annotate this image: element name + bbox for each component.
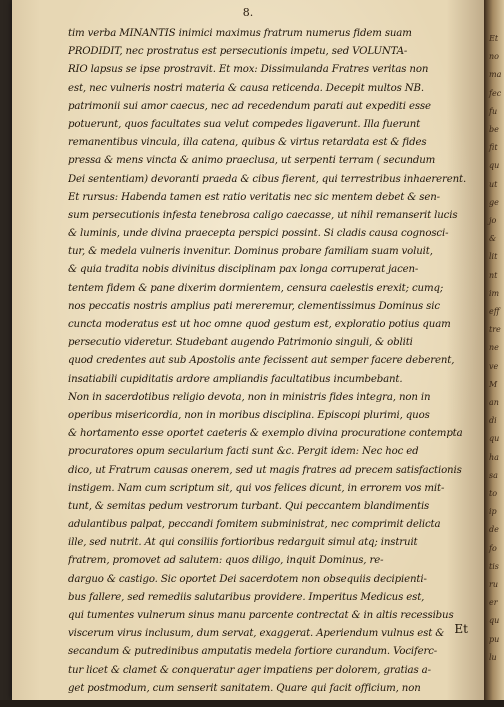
facing-page-fragment: fu: [489, 106, 498, 116]
text-line: tim verba MINANTIS inimici maximus fratrum numerus fidem suam: [68, 28, 412, 39]
facing-page-fragment: fec: [489, 88, 502, 98]
facing-page-fragment: de: [489, 525, 499, 535]
text-line: insatiabili cupiditatis ardore ampliandis facultatibus incumbebant.: [68, 373, 403, 385]
book-page: [12, 0, 484, 700]
page-text: [68, 25, 480, 707]
text-line: Non in sacerdotibus religio devota, non in ministris fides integra, non in: [68, 391, 431, 403]
facing-page-fragment: lu: [489, 652, 497, 662]
text-line: potuerunt, quos facultates sua velut compedes ligaverunt. Illa fuerunt: [68, 118, 421, 130]
facing-page-fragment: ut: [489, 179, 498, 189]
text-line: RIO lapsus se ipse prostravit. Et mox: Dissimulanda Fratres veritas non: [68, 64, 429, 76]
text-line: nos peccatis nostris amplius pati mereremur, clementissimus Dominus sic: [68, 300, 440, 312]
catchword: Et: [454, 622, 468, 636]
facing-page-fragment: tis: [489, 561, 499, 571]
facing-page-fragment: im: [489, 288, 500, 298]
facing-page-fragment: er: [489, 598, 498, 608]
text-line: & hortamento esse oportet caeteris & exemplo divina procuratione contempta: [68, 428, 463, 440]
text-line: fratrem, promovet ad salutem: quos diligo, inquit Dominus, re-: [68, 555, 384, 567]
text-line: procuratores opum secularium facti sunt &c. Pergit idem: Nec hoc ed: [68, 446, 419, 458]
text-line: & luminis, unde divina praecepta perspici possint. Si cladis causa cognosci-: [68, 228, 449, 240]
text-line: patrimonii sui amor caecus, nec ad recedendum parati aut expediti esse: [68, 100, 431, 112]
text-line: tentem fidem & pane dixerim dormientem, censura caelestis erexit; cumq;: [68, 282, 444, 294]
facing-page-fragment: M: [489, 379, 498, 389]
facing-page-fragment: ha: [489, 452, 499, 462]
facing-page-fragment: ge: [489, 197, 499, 207]
facing-page-fragment: qu: [489, 434, 500, 444]
text-line: Dei sententiam) devoranti praeda & cibus fierent, qui terrestribus inhaererent.: [68, 173, 467, 185]
facing-page-fragment: fit: [489, 143, 498, 153]
facing-page-fragment: nt: [489, 270, 498, 280]
text-line: bus fallere, sed remediis salutaribus providere. Imperitus Medicus est,: [68, 591, 425, 603]
text-line: sum persecutionis infesta tenebrosa caligo caecasse, ut nihil remanserit lucis: [68, 209, 458, 221]
text-line: PRODIDIT, nec prostratus est persecutionis impetu, sed VOLUNTA-: [68, 46, 408, 58]
facing-page-fragment: an: [489, 398, 499, 407]
facing-page-fragment: jo: [489, 216, 497, 225]
text-line: operibus misericordia, non in moribus disciplina. Episcopi plurimi, quos: [68, 409, 430, 421]
text-line: adulantibus palpat, peccandi fomitem subministrat, nec comprimit delicta: [68, 519, 441, 531]
facing-page-fragment: Et: [489, 34, 499, 43]
text-line: tur licet & clamet & conqueratur ager impatiens per dolorem, gratias a-: [68, 664, 431, 676]
facing-page-fragment: qu: [489, 161, 500, 171]
text-line: dico, ut Fratrum causas onerem, sed ut magis fratres ad precem satisfactionis: [68, 464, 462, 476]
facing-page-fragment: ve: [489, 361, 499, 371]
facing-page-fragment: &: [489, 234, 497, 244]
text-line: instigem. Nam cum scriptum sit, qui vos felices dicunt, in errorem vos mit-: [68, 482, 445, 494]
facing-page-fragment: ip: [489, 507, 497, 517]
text-line: tunt, & semitas pedum vestrorum turbant. Qui peccantem blandimentis: [68, 500, 430, 512]
page-number: 8.: [242, 6, 254, 19]
text-line: remanentibus vincula, illa catena, quibus & virtus retardata est & fides: [68, 137, 427, 149]
text-line: viscerum virus inclusum, dum servat, exaggerat. Aperiendum vulnus est &: [68, 628, 445, 640]
facing-page-fragment: sa: [489, 470, 498, 480]
facing-page-fragment: be: [489, 125, 499, 134]
text-line: est, nec vulneris nostri materia & causa reticenda. Decepit multos NB.: [68, 82, 424, 94]
facing-page-fragment: eff: [489, 307, 500, 316]
facing-page-fragment: no: [489, 52, 499, 62]
text-line: tur, & medela vulneris invenitur. Dominus probare familiam suam voluit,: [68, 246, 433, 258]
scan-border: [0, 700, 504, 707]
facing-page-fragment: to: [489, 489, 498, 498]
text-line: pressa & mens vincta & animo praeclusa, ut serpenti terram ( secundum: [68, 155, 436, 167]
facing-page-fragment: ma: [489, 70, 502, 80]
facing-page-fragment: fo: [489, 543, 497, 553]
facing-page-fragment: pu: [489, 634, 500, 644]
text-line: darguo & castigo. Sic oportet Dei sacerdotem non obsequiis decipienti-: [68, 573, 427, 585]
facing-page-fragment: qu: [489, 616, 500, 626]
facing-page-fragment: lit: [489, 252, 498, 262]
text-line: cuncta moderatus est ut hoc omne quod gestum est, exploratio potius quam: [68, 319, 451, 330]
facing-page-edge: [484, 0, 504, 707]
text-line: get postmodum, cum senserit sanitatem. Quare qui facit officium, non: [68, 682, 421, 694]
text-line: secandum & putredinibus amputatis medela fortiore curandum. Vociferc-: [68, 646, 438, 658]
text-line: persecutio videretur. Studebant augendo Patrimonio singuli, & obliti: [68, 337, 413, 349]
text-line: quod credentes aut sub Apostolis ante fecissent aut semper facere deberent,: [68, 355, 455, 367]
text-line: qui tumentes vulnerum sinus manu parcente contrectat & in altis recessibus: [68, 610, 454, 621]
facing-page-fragment: di: [489, 416, 497, 426]
text-line: ille, sed nutrit. At qui consiliis fortioribus redarguit simul atq; instruit: [68, 537, 418, 549]
facing-page-fragment: ne: [489, 343, 499, 353]
facing-page-fragment: tre: [489, 325, 501, 335]
facing-page-fragment: ru: [489, 580, 498, 589]
text-line: & quia tradita nobis divinitus disciplinam pax longa corruperat jacen-: [68, 264, 419, 276]
text-line: Et rursus: Habenda tamen est ratio veritatis nec sic mentem debet & sen-: [68, 191, 440, 203]
